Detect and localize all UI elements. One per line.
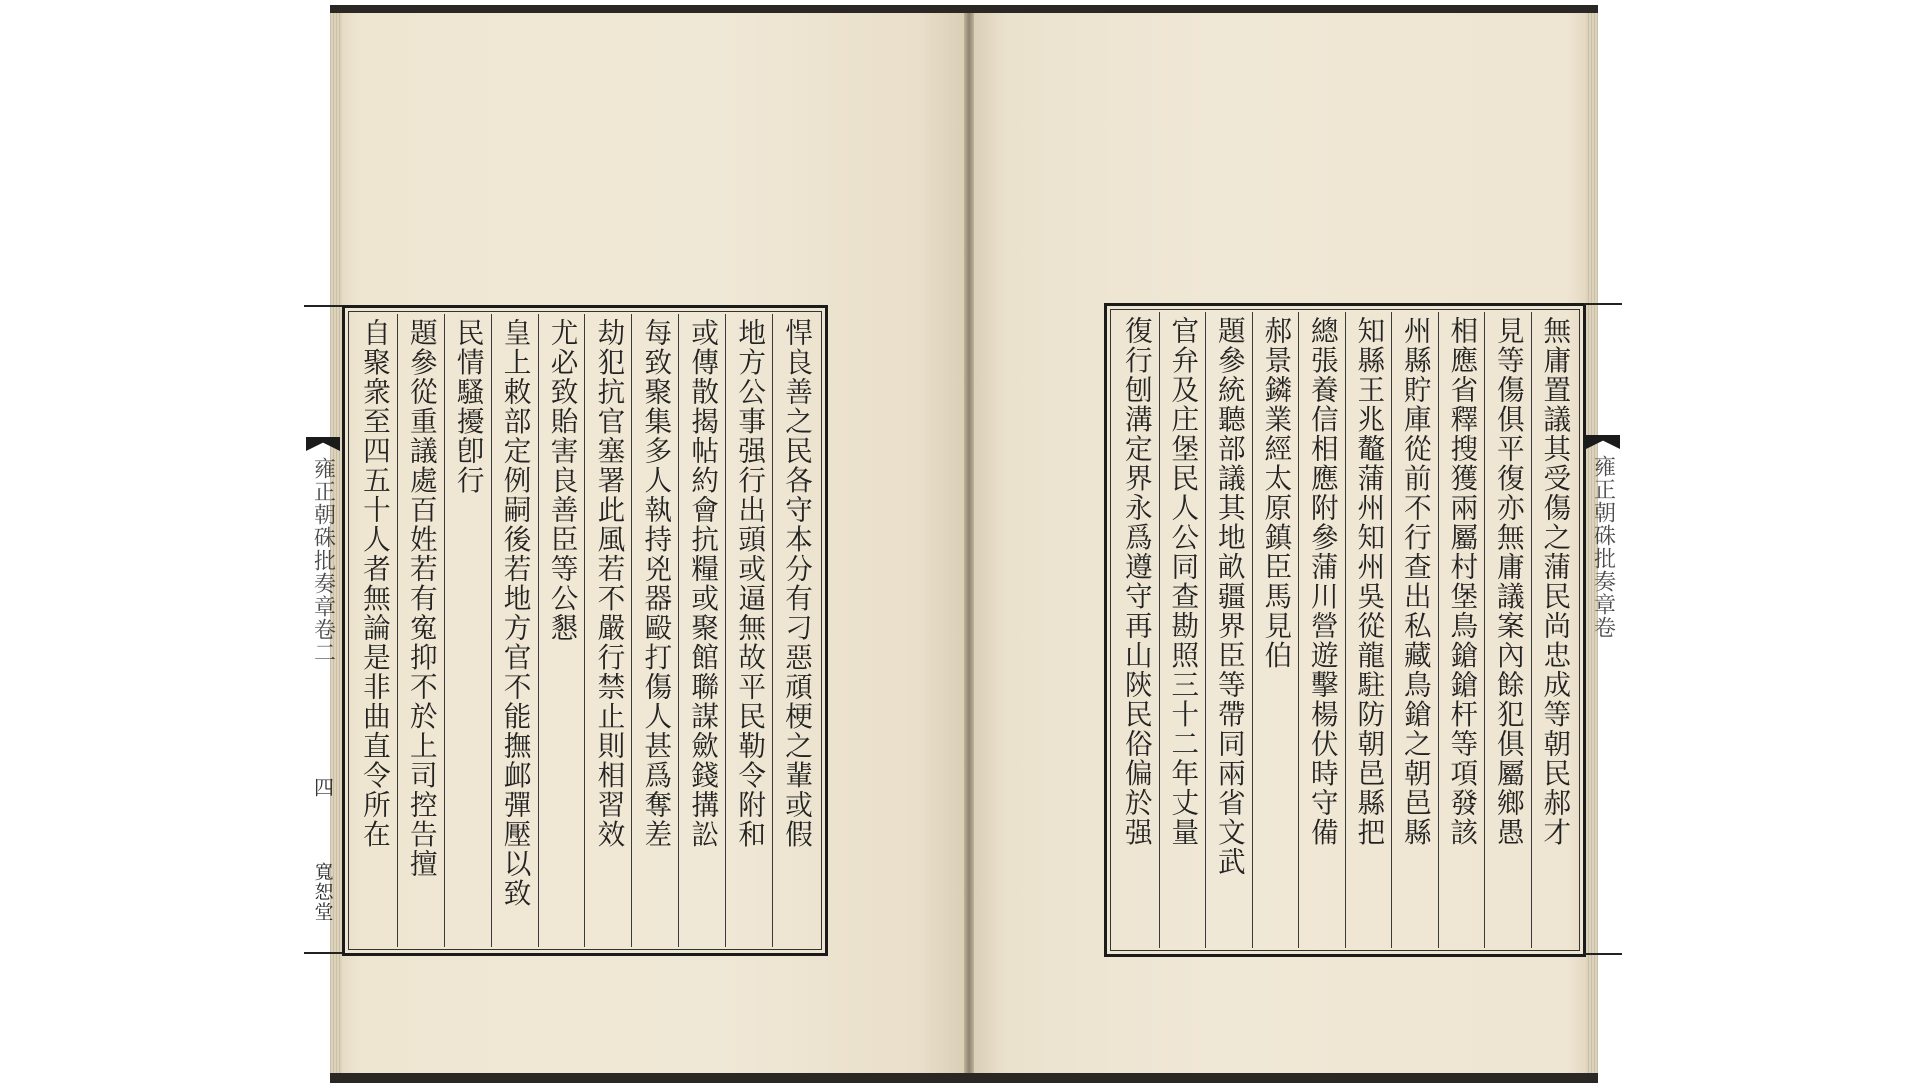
- text-column: [351, 314, 397, 947]
- column-text: 題參從重議處百姓若有寃抑不於上司控告擅: [404, 318, 438, 879]
- column-text: 相應省釋搜獲兩屬村堡鳥鎗鎗杆等項發該: [1445, 316, 1479, 847]
- column-text: 題參統聽部議其地畝疆界臣等帶同兩省文武: [1212, 316, 1246, 877]
- fold-hall-name: 寬恕堂: [311, 862, 334, 922]
- column-text: 州縣貯庫從前不行查出私藏鳥鎗之朝邑縣: [1398, 316, 1432, 847]
- column-text: 郝景鏻業經太原鎮臣馬見伯: [1259, 316, 1293, 670]
- text-column: [631, 314, 678, 947]
- right-columns: [1113, 312, 1577, 948]
- text-column: [584, 314, 631, 947]
- text-column: [1159, 312, 1206, 948]
- text-column: [678, 314, 725, 947]
- text-column: [1113, 312, 1159, 948]
- left-columns: [351, 314, 819, 947]
- column-text: 尤必致貽害良善臣等公懇: [545, 318, 579, 643]
- text-column: [1391, 312, 1438, 948]
- column-text: 復行刨溝定界永爲遵守再山陝民俗偏於强: [1119, 316, 1153, 847]
- column-text: 劫犯抗官塞署此風若不嚴行禁止則相習效: [592, 318, 626, 849]
- book-gutter: [964, 13, 974, 1073]
- text-column: [491, 314, 538, 947]
- text-column: [538, 314, 585, 947]
- column-text: 官弁及庄堡民人公同查勘照三十二年丈量: [1166, 316, 1200, 847]
- text-column: [1345, 312, 1392, 948]
- column-text: 每致聚集多人執持兇器毆打傷人甚爲奪差: [639, 318, 673, 849]
- text-column: [397, 314, 444, 947]
- column-text: 見等傷俱平復亦無庸議案內餘犯俱屬鄉愚: [1491, 316, 1525, 847]
- fold-title: 雍正朝硃批奏章卷: [1590, 455, 1616, 639]
- column-text: 皇上敕部定例嗣後若地方官不能撫䘏彈壓以致: [498, 318, 532, 908]
- column-text: 民情騷擾卽行: [451, 318, 485, 495]
- column-text: 自聚衆至四五十人者無論是非曲直令所在: [357, 318, 391, 849]
- text-column: [444, 314, 491, 947]
- column-text: 悍良善之民各守本分有刁惡頑梗之輩或假: [780, 318, 814, 849]
- text-column: [1252, 312, 1299, 948]
- left-text-block: [342, 305, 828, 956]
- column-text: 知縣王兆鼇蒲州知州吳從龍駐防朝邑縣把: [1352, 316, 1386, 847]
- column-text: 地方公事强行出頭或逼無故平民勒令附和: [733, 318, 767, 849]
- text-column: [772, 314, 819, 947]
- left-fold-strip: [304, 305, 342, 954]
- text-column: [1298, 312, 1345, 948]
- fish-tail-mark: [1586, 435, 1620, 449]
- fold-title: 雍正朝硃批奏章卷二: [310, 457, 336, 664]
- text-column: [1531, 312, 1578, 948]
- column-text: 無庸置議其受傷之蒲民尚忠成等朝民郝才: [1538, 316, 1572, 847]
- text-column: [1438, 312, 1485, 948]
- column-text: 或傳散揭帖約會抗糧或聚館聯謀歛錢搆訟: [686, 318, 720, 849]
- text-column: [725, 314, 772, 947]
- right-fold-strip: [1584, 303, 1622, 955]
- column-text: 總張養信相應附參蒲川營遊擊楊伏時守備: [1305, 316, 1339, 847]
- right-text-block: [1104, 303, 1586, 957]
- text-column: [1205, 312, 1252, 948]
- text-column: [1484, 312, 1531, 948]
- fish-tail-mark: [306, 437, 340, 451]
- fold-page-number: 四: [310, 777, 335, 798]
